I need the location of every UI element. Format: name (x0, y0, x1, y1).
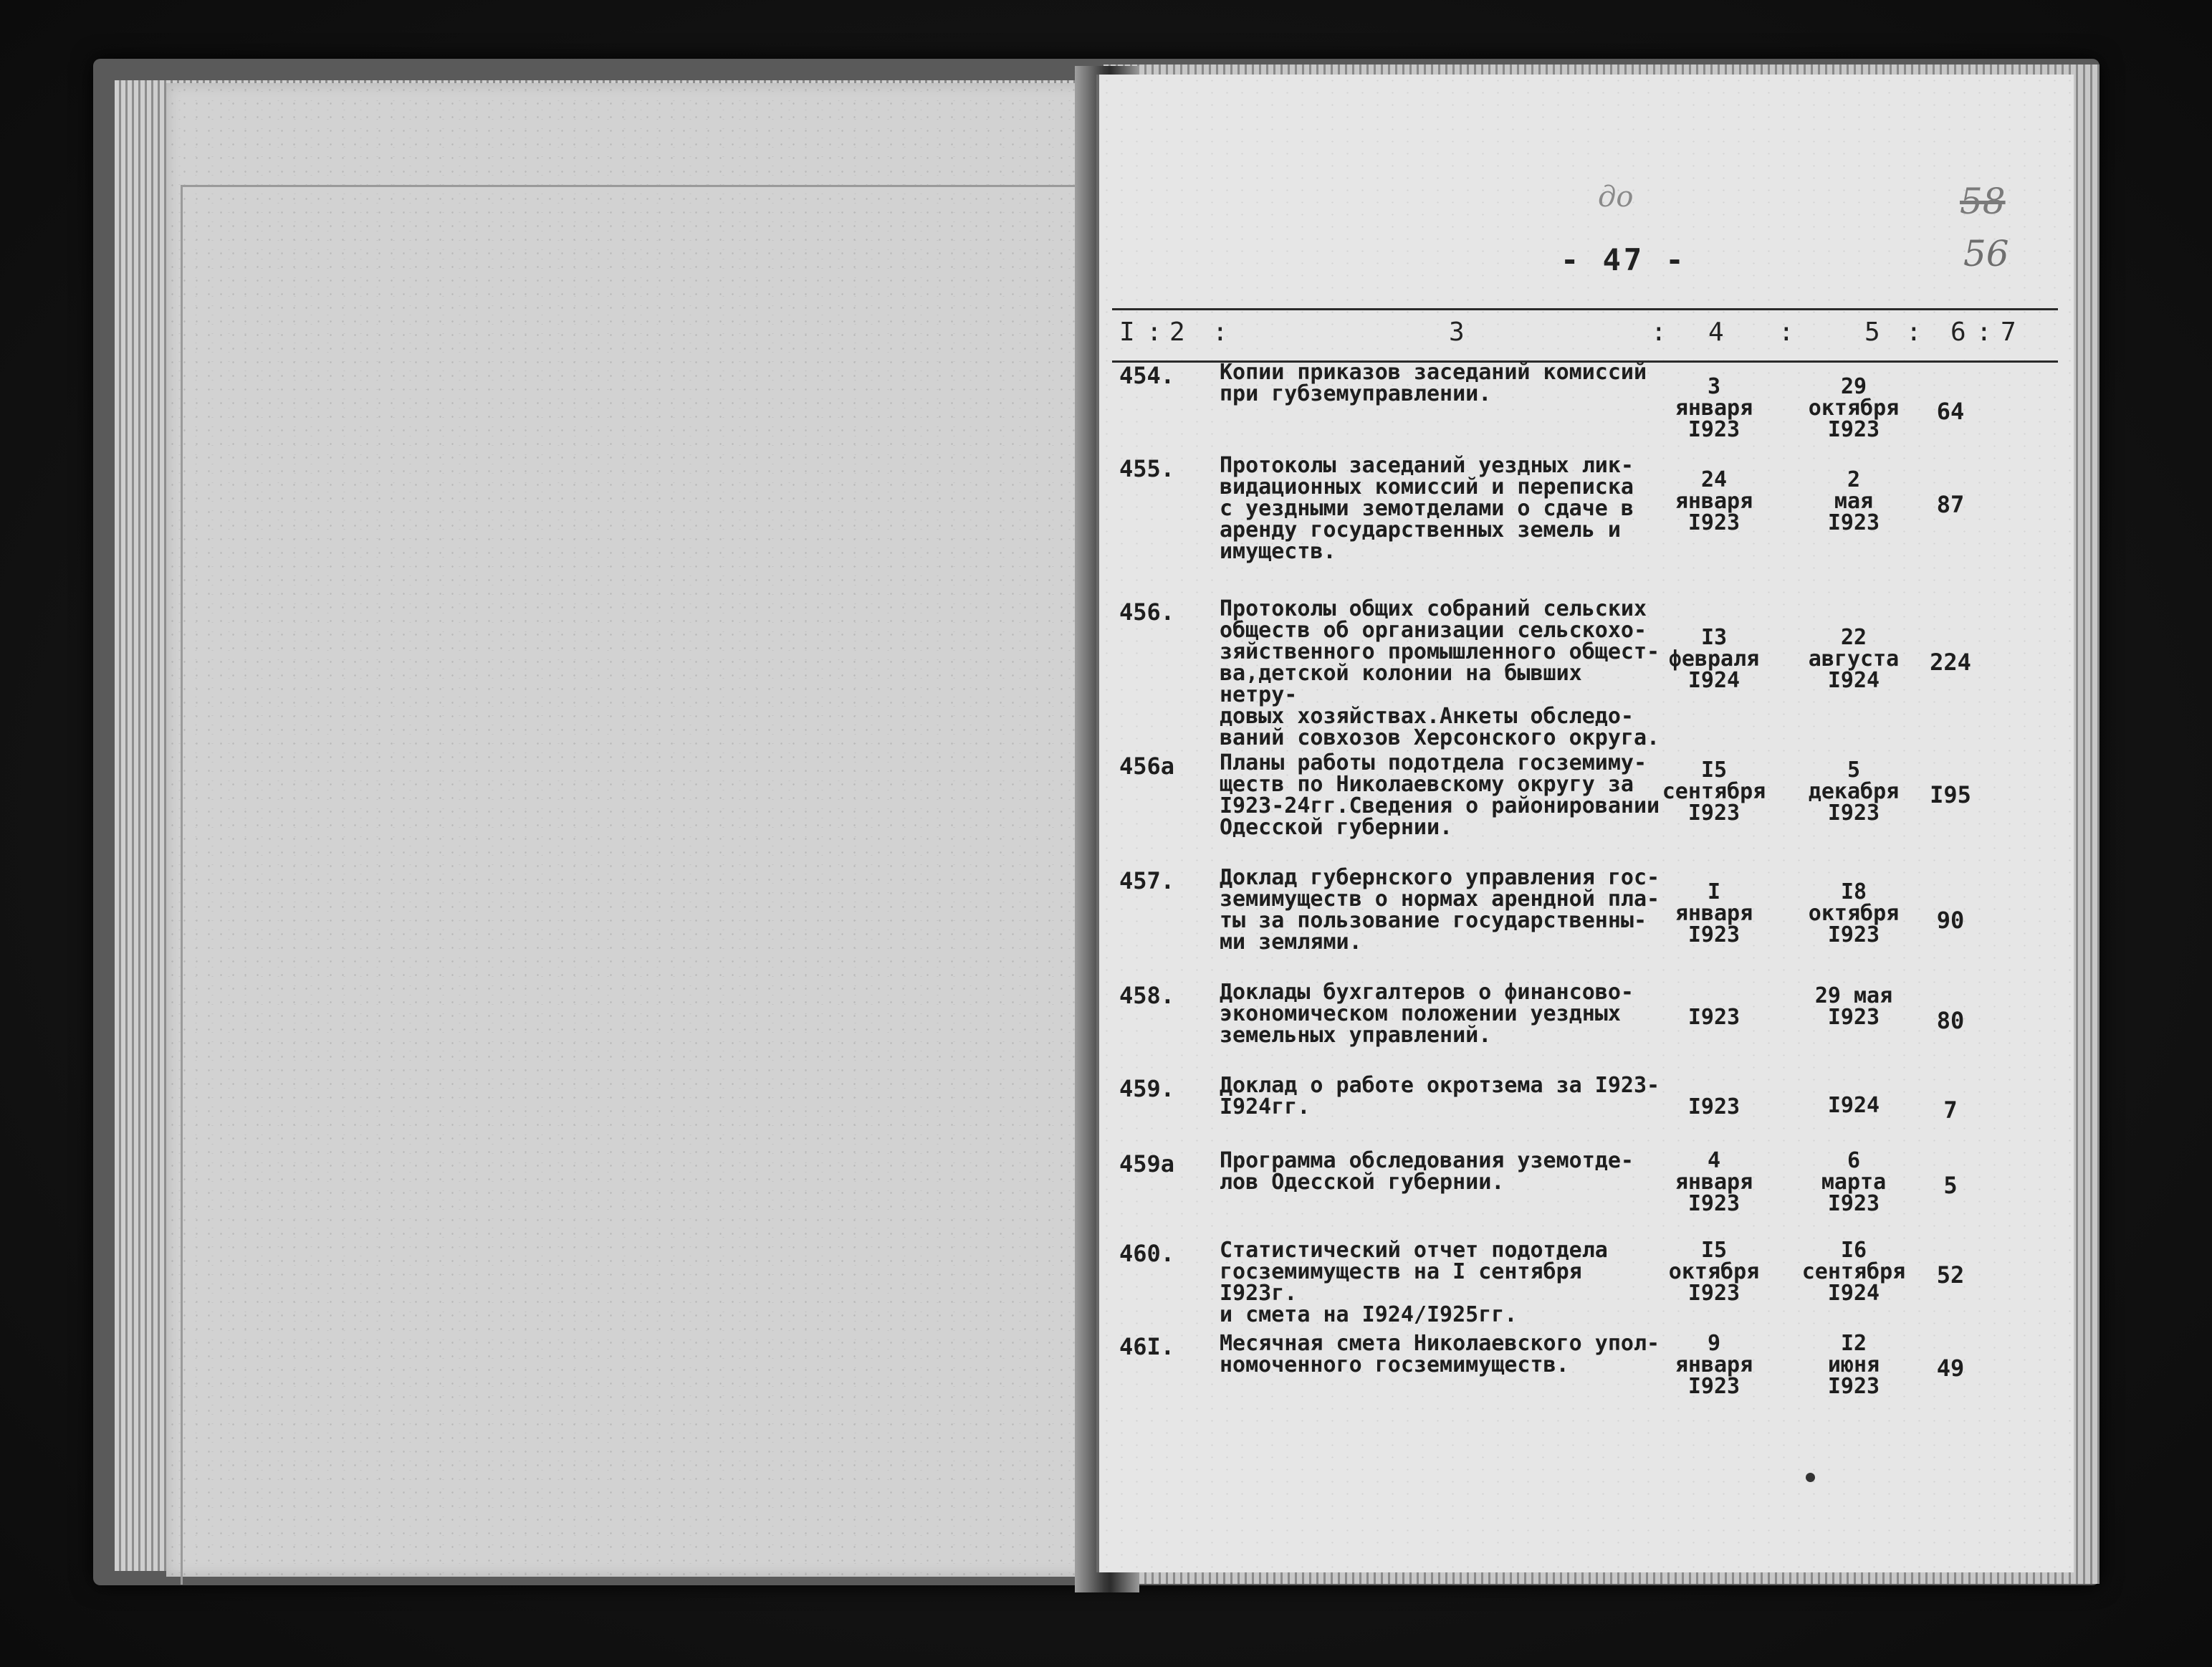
row-number: 459а (1119, 1150, 1175, 1178)
row-number: 46I. (1119, 1333, 1175, 1360)
row-sheet-count: 80 (1936, 1007, 1965, 1034)
row-end-date: 29 мая I923 (1814, 983, 1893, 1030)
row-end-date: 22 августа I924 (1808, 625, 1900, 693)
row-start-date: I5 октября I923 (1668, 1238, 1760, 1306)
row-start-date: 24 января I923 (1675, 467, 1753, 535)
row-title: Месячная смета Николаевского упол- номоченного госземимуществ. (1220, 1331, 1660, 1377)
row-end-date: I6 сентября I924 (1801, 1238, 1906, 1306)
row-number: 457. (1119, 867, 1175, 894)
margin-handwritten-mark: до (1598, 181, 1634, 214)
row-start-date: I3 февраля I924 (1668, 625, 1760, 693)
row-end-date: 6 марта I923 (1821, 1148, 1887, 1216)
row-sheet-count: 52 (1936, 1261, 1965, 1289)
left-inner-sheet-edge (181, 185, 1107, 1585)
folio-number-crossed: 58 (1960, 181, 2006, 222)
row-end-date: 29 октября I923 (1808, 374, 1900, 442)
row-start-date: 9 января I923 (1675, 1331, 1753, 1399)
row-sheet-count: 64 (1936, 398, 1965, 425)
row-start-date: 4 января I923 (1675, 1148, 1753, 1216)
row-title: Доклад о работе окротзема за I923- I924гг. (1220, 1073, 1660, 1119)
row-start-date: 3 января I923 (1675, 374, 1753, 442)
column-header: 4 (1708, 317, 1724, 347)
row-end-date: I924 (1827, 1093, 1880, 1118)
column-header: 3 (1449, 317, 1465, 347)
row-title: Протоколы заседаний уездных лик- видационных комиссий и переписка с уездными земотделами о сдаче в аренду государственных земель и имуществ. (1220, 453, 1634, 564)
row-title: Протоколы общих собраний сельских обществ об организации сельскохо- зяйственного промышленного общест- ва,детской колонии на бывших нетру- довых хозяйствах.Анкеты обследо- ваний совхозов Херсонского округа. (1220, 596, 1660, 750)
column-separator: : (1651, 317, 1667, 347)
folio-number-current: 56 (1963, 233, 2009, 274)
row-title: Доклад губернского управления гос- земимуществ о нормах арендной пла- ты за пользование государственны- ми землями. (1220, 865, 1660, 955)
row-end-date: 5 декабря I923 (1808, 758, 1900, 826)
row-number: 459. (1119, 1075, 1175, 1102)
column-separator: : (1778, 317, 1794, 347)
row-number: 455. (1119, 455, 1175, 482)
row-start-date: I923 (1687, 1094, 1741, 1119)
row-start-date: I923 (1687, 1005, 1741, 1030)
row-start-date: I5 сентября I923 (1662, 758, 1766, 826)
row-sheet-count: 224 (1930, 649, 1971, 676)
row-start-date: I января I923 (1675, 879, 1753, 947)
row-title: Планы работы подотдела госземиму- ществ по Николаевскому округу за I923-24гг.Сведения о районировании Одесской губернии. (1220, 750, 1660, 840)
row-sheet-count: 87 (1936, 491, 1965, 518)
column-separator: : (1212, 317, 1228, 347)
row-number: 460. (1119, 1240, 1175, 1267)
row-number: 454. (1119, 362, 1175, 389)
column-separator: : (1976, 317, 1992, 347)
column-header: 2 (1169, 317, 1185, 347)
row-number: 456. (1119, 598, 1175, 626)
column-separator: : (1906, 317, 1922, 347)
row-number: 456а (1119, 753, 1175, 780)
row-title: Копии приказов заседаний комиссий при губземуправлении. (1220, 360, 1647, 406)
row-end-date: I8 октября I923 (1808, 879, 1900, 947)
page-number: - 47 - (1561, 242, 1687, 277)
column-header: 6 (1950, 317, 1966, 347)
column-header-row (1112, 308, 2058, 363)
column-separator: : (1146, 317, 1162, 347)
column-header: I (1119, 317, 1135, 347)
row-end-date: 2 мая I923 (1827, 467, 1880, 535)
row-sheet-count: 90 (1936, 907, 1965, 934)
column-header: 5 (1864, 317, 1880, 347)
row-sheet-count: I95 (1930, 781, 1971, 808)
row-sheet-count: 7 (1943, 1097, 1958, 1124)
ink-dot (1806, 1473, 1815, 1482)
row-title: Доклады бухгалтеров о финансово- экономическом положении уездных земельных управлений. (1220, 980, 1634, 1048)
row-number: 458. (1119, 982, 1175, 1009)
row-end-date: I2 июня I923 (1827, 1331, 1880, 1399)
row-title: Статистический отчет подотдела госземимуществ на I сентября I923г. и смета на I924/I925гг. (1220, 1238, 1608, 1327)
row-sheet-count: 49 (1936, 1355, 1965, 1382)
row-title: Программа обследования уземотде- лов Одесской губернии. (1220, 1148, 1634, 1195)
column-header: 7 (2001, 317, 2016, 347)
row-sheet-count: 5 (1943, 1172, 1958, 1199)
